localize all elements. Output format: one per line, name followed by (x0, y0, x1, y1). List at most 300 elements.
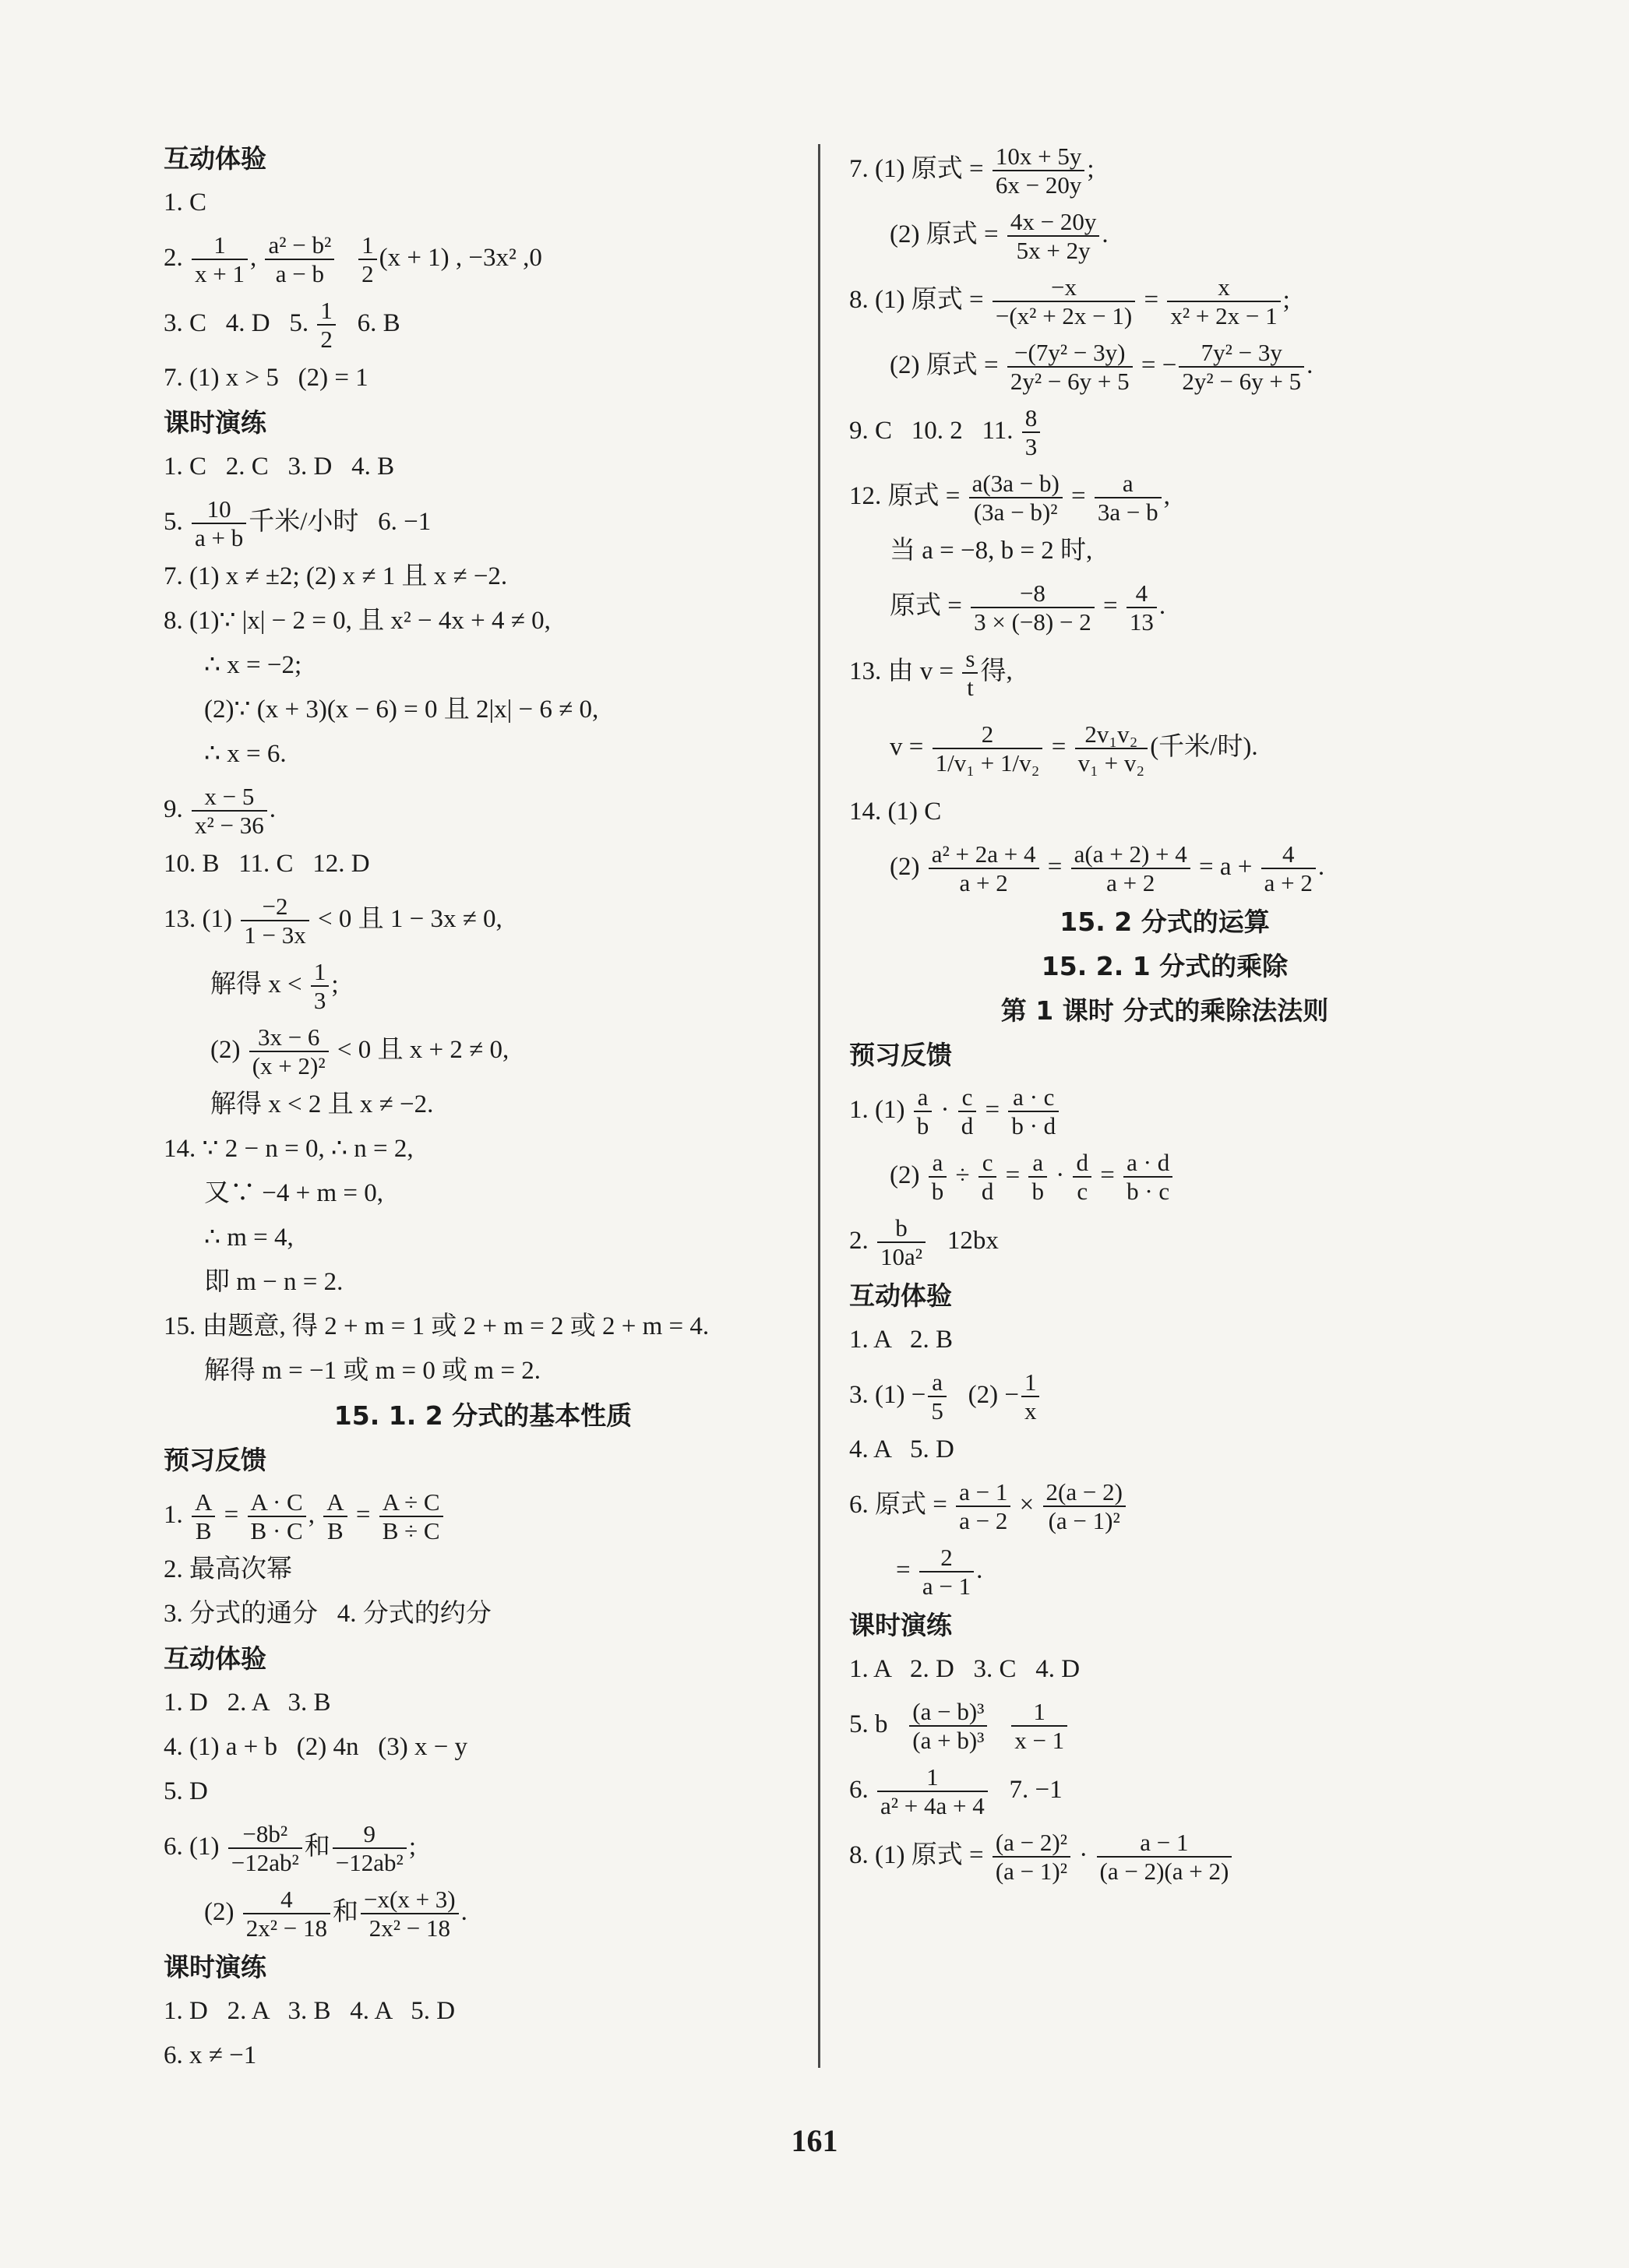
answer-text: 2. (164, 244, 189, 272)
numerator: A (323, 1488, 347, 1518)
right-column (849, 136, 1480, 1888)
fraction (993, 1829, 1070, 1886)
answer-text: 1. (164, 1501, 189, 1529)
answer-text: = − (1134, 351, 1177, 379)
denominator: b (916, 1112, 929, 1140)
denominator: 13 (1129, 608, 1154, 636)
answer-text: 13. (1) (164, 905, 239, 933)
numerator: a² − b² (265, 231, 334, 261)
numerator: 10 (192, 495, 246, 525)
section-heading: 课时演练 (164, 1952, 266, 1982)
fraction (962, 645, 978, 702)
numerator: c (978, 1149, 997, 1178)
denominator: x² − 36 (195, 812, 264, 840)
fraction (243, 1886, 330, 1942)
fraction (192, 231, 248, 288)
answer-text: 3. 分式的通分 4. 分式的约分 (164, 1600, 492, 1628)
fraction (933, 720, 1043, 777)
answer-text: = (1064, 482, 1092, 510)
answer-text: (2)∵ (x + 3)(x − 6) = 0 且 2|x| − 6 ≠ 0, (204, 696, 599, 724)
fraction (993, 273, 1135, 330)
fraction (956, 1478, 1010, 1535)
section-title: 第 1 课时 分式的乘除法法则 (1000, 995, 1329, 1026)
numerator: 2 (933, 720, 1043, 750)
denominator: a − 2 (959, 1507, 1008, 1535)
denominator: t (967, 674, 974, 702)
fraction (929, 840, 1039, 897)
answer-text: . (1306, 351, 1313, 379)
answer-text: 当 a = −8, b = 2 时, (890, 537, 1093, 565)
fraction (249, 1023, 329, 1080)
answer-line (164, 732, 802, 777)
answer-text: 9. C 10. 2 11. (849, 417, 1020, 445)
numerator: 2(a − 2) (1043, 1478, 1126, 1508)
denominator: a² + 4a + 4 (880, 1792, 985, 1820)
answer-text: = (999, 1161, 1027, 1189)
numerator: −8 (971, 579, 1095, 609)
denominator: a − b (275, 260, 325, 288)
fraction (1028, 1149, 1047, 1206)
answer-text: (千米/时). (1150, 733, 1258, 761)
denominator: a + 2 (1264, 869, 1313, 897)
answer-text: 5. (164, 508, 189, 536)
answer-line (849, 1428, 1480, 1472)
answer-line (164, 643, 802, 688)
fraction (877, 1763, 988, 1820)
answer-text: 5. b (849, 1710, 908, 1738)
answer-text: , (308, 1501, 322, 1529)
numerator: s (962, 645, 978, 674)
answer-text: . (460, 1898, 467, 1926)
section-heading: 课时演练 (849, 1610, 952, 1640)
denominator: b (1031, 1178, 1044, 1206)
answer-text: (2) (210, 1036, 247, 1064)
denominator: 1 − 3x (244, 921, 306, 949)
fraction (1008, 1083, 1059, 1140)
numerator: c (958, 1083, 977, 1113)
section-heading: 互动体验 (164, 1643, 266, 1674)
answer-text: < 0 且 x + 2 ≠ 0, (330, 1036, 510, 1064)
answer-text: 7. (1) 原式 = (849, 155, 990, 183)
numerator: A ÷ C (379, 1488, 443, 1518)
answer-text: < 0 且 1 − 3x ≠ 0, (311, 905, 502, 933)
answer-line (164, 1349, 802, 1393)
numerator: a (928, 1368, 947, 1398)
denominator: 2x² − 18 (368, 1914, 450, 1942)
answer-line (849, 1208, 1480, 1273)
answer-text: 12bx (928, 1227, 999, 1255)
answer-line (849, 1647, 1480, 1692)
fraction (1123, 1149, 1172, 1206)
numerator: 1 (192, 231, 248, 261)
answer-text: . (976, 1556, 983, 1584)
answer-text: 7. (1) x ≠ ±2; (2) x ≠ 1 且 x ≠ −2. (164, 562, 508, 590)
denominator: 2x² − 18 (245, 1914, 328, 1942)
answer-text: 即 m − n = 2. (204, 1268, 344, 1296)
section-heading: 课时演练 (164, 407, 266, 438)
fraction (1167, 273, 1280, 330)
fraction (1021, 1368, 1040, 1425)
answer-line (164, 225, 802, 291)
denominator: 10a² (880, 1243, 923, 1271)
numerator: a − 1 (1097, 1829, 1232, 1858)
answer-text: 1. D 2. A 3. B (164, 1689, 331, 1717)
fraction (1179, 339, 1304, 396)
fraction (1011, 1698, 1067, 1755)
numerator: x − 5 (192, 783, 267, 812)
denominator: b (931, 1178, 944, 1206)
numerator: −8b² (228, 1820, 302, 1850)
answer-text: 解得 m = −1 或 m = 0 或 m = 2. (204, 1357, 541, 1385)
denominator: 1/v₁ + 1/v₂ (935, 749, 1040, 777)
answer-text: 14. ∵ 2 − n = 0, ∴ n = 2, (164, 1135, 414, 1163)
fraction (1075, 720, 1148, 777)
fraction (248, 1488, 306, 1545)
answer-line (849, 639, 1480, 704)
answer-line (164, 356, 802, 400)
fraction (914, 1083, 933, 1140)
fraction (969, 470, 1063, 526)
answer-text: = (896, 1556, 917, 1584)
answer-text: = (1041, 853, 1069, 881)
denominator: 3 (313, 987, 326, 1015)
answer-line (849, 398, 1480, 463)
answer-text: 2. 最高次幂 (164, 1555, 292, 1583)
answer-line (849, 1472, 1480, 1537)
answer-text: = (1137, 286, 1165, 314)
answer-line (849, 463, 1480, 529)
numerator: 4x − 20y (1007, 208, 1099, 238)
fraction (192, 1488, 215, 1545)
answer-line (164, 688, 802, 732)
answer-line (849, 136, 1480, 202)
denominator: 6x − 20y (995, 171, 1082, 199)
answer-text: , (1163, 482, 1170, 510)
fraction (928, 1368, 947, 1425)
answer-line (849, 1537, 1480, 1603)
answer-text: 6. x ≠ −1 (164, 2041, 257, 2069)
answer-line (164, 1989, 802, 2034)
answer-line (849, 1757, 1480, 1822)
fraction (241, 893, 309, 949)
answer-text: (2) (890, 853, 926, 881)
numerator: a(3a − b) (969, 470, 1063, 499)
denominator: B (195, 1517, 212, 1545)
section-title: 15. 1. 2 分式的基本性质 (333, 1400, 633, 1431)
answer-text: . (1158, 592, 1166, 620)
answer-text: · (1049, 1161, 1071, 1189)
answer-line (849, 529, 1480, 573)
section-title: 15. 2. 1 分式的乘除 (1041, 951, 1289, 981)
answer-text: 6. B (337, 309, 400, 337)
answer-text: × (1013, 1491, 1041, 1519)
answer-line (164, 842, 802, 886)
answer-line (849, 1692, 1480, 1757)
numerator: 8 (1022, 404, 1041, 434)
answer-text: = (217, 1501, 245, 1529)
answer-line (164, 1305, 802, 1349)
answer-text: ∴ x = −2; (204, 651, 302, 679)
numerator: a² + 2a + 4 (929, 840, 1039, 870)
numerator: 1 (877, 1763, 988, 1793)
answer-text: 又∵ −4 + m = 0, (204, 1179, 384, 1207)
denominator: 2y² − 6y + 5 (1182, 368, 1302, 396)
denominator: (a + b)³ (912, 1727, 985, 1755)
answer-line (164, 291, 802, 356)
denominator: −12ab² (335, 1849, 404, 1877)
denominator: x (1024, 1397, 1037, 1425)
denominator: 3a − b (1097, 498, 1158, 526)
numerator: 1 (1021, 1368, 1040, 1398)
answer-text: (x + 1) , −3x² ,0 (379, 244, 542, 272)
fraction (228, 1820, 302, 1877)
denominator: a + 2 (959, 869, 1008, 897)
denominator: 3 × (−8) − 2 (974, 608, 1091, 636)
answer-line (164, 1814, 802, 1879)
numerator: (a − b)³ (909, 1698, 987, 1727)
fraction (323, 1488, 347, 1545)
answer-text: 5. D (164, 1777, 208, 1805)
denominator: a − 1 (922, 1572, 971, 1601)
numerator: 4 (1261, 840, 1316, 870)
answer-line (849, 704, 1480, 790)
fraction (192, 495, 246, 552)
answer-line (849, 834, 1480, 900)
answer-text: 4. (1) a + b (2) 4n (3) x − y (164, 1733, 468, 1761)
answer-text: v = (890, 733, 930, 761)
answer-line (164, 1681, 802, 1725)
fraction (958, 1083, 977, 1140)
answer-text: 10. B 11. C 12. D (164, 850, 370, 878)
numerator: a(a + 2) + 4 (1071, 840, 1190, 870)
denominator: 5 (931, 1397, 943, 1425)
answer-line (849, 790, 1480, 834)
numerator: A (192, 1488, 215, 1518)
numerator: A · C (248, 1488, 306, 1518)
answer-line (164, 1548, 802, 1592)
numerator: a − 1 (956, 1478, 1010, 1508)
numerator: a · c (1008, 1083, 1059, 1113)
fraction (1007, 208, 1099, 265)
section-heading: 预习反馈 (164, 1445, 266, 1475)
answer-line (164, 1017, 802, 1083)
answer-text: . (1102, 220, 1109, 248)
answer-text: (2) 原式 = (890, 351, 1005, 379)
denominator: a + 2 (1106, 869, 1155, 897)
numerator: 1 (311, 958, 330, 988)
numerator: −2 (241, 893, 309, 922)
numerator: 4 (243, 1886, 330, 1915)
answer-text: 解得 x < (210, 970, 309, 998)
answer-line (164, 1083, 802, 1127)
answer-line (164, 181, 802, 225)
fraction (311, 958, 330, 1015)
answer-line (164, 952, 802, 1017)
answer-text: , (249, 244, 263, 272)
answer-text: 6. (1) (164, 1833, 226, 1861)
answer-text: 7. −1 (989, 1776, 1063, 1804)
answer-text: 1. (1) (849, 1096, 911, 1124)
numerator: 2v₁v₂ (1075, 720, 1148, 750)
denominator: −(x² + 2x − 1) (995, 302, 1133, 330)
answer-text: ∴ m = 4, (204, 1224, 294, 1252)
denominator: d (961, 1112, 974, 1140)
answer-text: ÷ (949, 1161, 976, 1189)
answer-text: 13. 由 v = (849, 657, 961, 685)
fraction (265, 231, 334, 288)
numerator: 2 (919, 1544, 974, 1573)
denominator: x² + 2x − 1 (1170, 302, 1278, 330)
fraction (1073, 1149, 1091, 1206)
numerator: 9 (333, 1820, 407, 1850)
answer-text: 3. C 4. D 5. (164, 309, 316, 337)
answer-text: 9. (164, 795, 189, 823)
answer-text: . (269, 795, 277, 823)
answer-text: (2) (204, 1898, 241, 1926)
answer-text: 8. (1)∵ |x| − 2 = 0, 且 x² − 4x + 4 ≠ 0, (164, 607, 551, 635)
answer-line (164, 1216, 802, 1260)
numerator: −(7y² − 3y) (1007, 339, 1133, 368)
answer-text: 6. 原式 = (849, 1491, 954, 1519)
denominator: 2 (320, 326, 333, 354)
answer-text: (2) 原式 = (890, 220, 1005, 248)
answer-line (849, 1362, 1480, 1428)
answer-line (164, 1171, 802, 1216)
fraction (317, 297, 336, 354)
numerator: (a − 2)² (993, 1829, 1070, 1858)
denominator: 3 (1024, 433, 1038, 461)
numerator: a (1095, 470, 1162, 499)
denominator: x + 1 (195, 260, 245, 288)
answer-text: 和 (304, 1833, 330, 1861)
answer-line (849, 1143, 1480, 1208)
denominator: b · c (1127, 1178, 1170, 1206)
fraction (993, 143, 1084, 199)
denominator: (a − 1)² (995, 1858, 1068, 1886)
numerator: a · d (1123, 1149, 1172, 1178)
answer-text: = a + (1192, 853, 1259, 881)
numerator: 3x − 6 (249, 1023, 329, 1053)
numerator: a (929, 1149, 947, 1178)
answer-line (164, 1725, 802, 1770)
answer-line (164, 1879, 802, 1945)
fraction (1127, 579, 1157, 636)
numerator: 7y² − 3y (1179, 339, 1304, 368)
answer-text: ; (1087, 155, 1095, 183)
answer-text: 2. (849, 1227, 875, 1255)
answer-text: 1. A 2. D 3. C 4. D (849, 1655, 1081, 1683)
answer-line (164, 886, 802, 952)
answer-text: 8. (1) 原式 = (849, 286, 990, 314)
answer-text: 1. A 2. B (849, 1326, 953, 1354)
answer-text: ∴ x = 6. (204, 740, 287, 768)
denominator: b · d (1011, 1112, 1056, 1140)
answer-line (164, 1592, 802, 1636)
answer-text: ; (408, 1833, 416, 1861)
fraction (919, 1544, 974, 1601)
answer-line (164, 1260, 802, 1305)
answer-line (164, 1127, 802, 1171)
denominator: −12ab² (231, 1849, 299, 1877)
section-title: 15. 2 分式的运算 (1060, 907, 1270, 937)
denominator: B ÷ C (382, 1517, 440, 1545)
answer-text: 1. D 2. A 3. B 4. A 5. D (164, 1997, 456, 2025)
page-number: 161 (791, 2123, 838, 2158)
fraction (909, 1698, 987, 1755)
denominator: v₁ + v₂ (1077, 749, 1145, 777)
denominator: x − 1 (1014, 1727, 1065, 1755)
fraction (1261, 840, 1316, 897)
answer-text: 得, (980, 657, 1013, 685)
fraction (358, 231, 377, 288)
answer-text: · (934, 1096, 956, 1124)
fraction (192, 783, 267, 840)
numerator: a (1028, 1149, 1047, 1178)
fraction (1043, 1478, 1126, 1535)
answer-line (849, 1318, 1480, 1362)
answer-line (164, 555, 802, 599)
fraction (971, 579, 1095, 636)
denominator: (a − 1)² (1048, 1507, 1120, 1535)
numerator: −x (993, 273, 1135, 303)
answer-text: 解得 x < 2 且 x ≠ −2. (210, 1090, 434, 1118)
answer-line (164, 489, 802, 555)
fraction (1095, 470, 1162, 526)
answer-line (849, 267, 1480, 333)
answer-line (164, 1482, 802, 1548)
answer-text: (2) − (948, 1381, 1019, 1409)
answer-line (164, 777, 802, 842)
numerator: d (1073, 1149, 1091, 1178)
denominator: 2y² − 6y + 5 (1010, 368, 1130, 396)
answer-line (849, 573, 1480, 639)
answer-text: (2) (890, 1161, 926, 1189)
denominator: B (327, 1517, 344, 1545)
answer-text: . (1317, 853, 1325, 881)
numerator: a (914, 1083, 933, 1113)
fraction (1007, 339, 1133, 396)
answer-text: ; (1282, 286, 1290, 314)
denominator: a + b (195, 524, 244, 552)
answer-text: 8. (1) 原式 = (849, 1841, 990, 1869)
numerator: 1 (1011, 1698, 1067, 1727)
answer-text: 15. 由题意, 得 2 + m = 1 或 2 + m = 2 或 2 + m = 4. (164, 1312, 710, 1340)
answer-text (989, 1710, 1009, 1738)
numerator: 1 (317, 297, 336, 326)
answer-line (164, 445, 802, 489)
answer-line (849, 202, 1480, 267)
fraction (1071, 840, 1190, 897)
denominator: 5x + 2y (1016, 237, 1091, 265)
numerator: −x(x + 3) (361, 1886, 459, 1915)
answer-line (164, 2034, 802, 2078)
answer-text: 6. (849, 1776, 875, 1804)
denominator: (x + 2)² (252, 1052, 326, 1080)
answer-line (849, 1822, 1480, 1888)
answer-line (164, 1770, 802, 1814)
answer-text: 1. C 2. C 3. D 4. B (164, 453, 395, 481)
fraction (877, 1214, 926, 1271)
numerator: 10x + 5y (993, 143, 1084, 172)
denominator: (a − 2)(a + 2) (1099, 1858, 1229, 1886)
answer-text: 3. (1) − (849, 1381, 926, 1409)
answer-line (849, 333, 1480, 398)
numerator: 4 (1127, 579, 1157, 609)
denominator: 2 (361, 260, 374, 288)
answer-text: = (349, 1501, 377, 1529)
section-heading: 预习反馈 (849, 1040, 952, 1070)
answer-text: 1. C (164, 188, 207, 217)
